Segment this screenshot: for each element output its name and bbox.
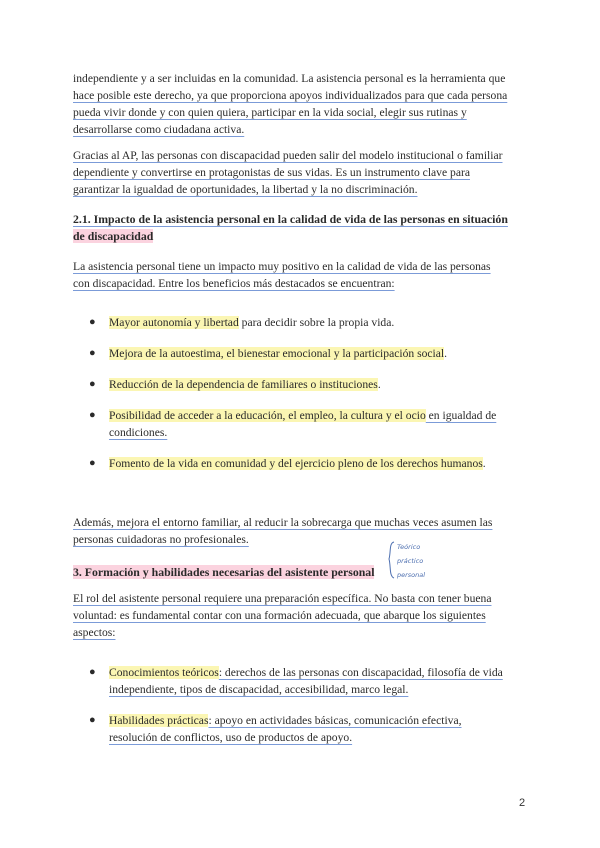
text: : apoyo en actividades básicas, comunicación efectiva, [208, 714, 462, 727]
text: en igualdad de [425, 409, 497, 422]
section-heading-3 [73, 564, 393, 581]
text-line: pueda vivir donde y con quien quiera, participar en la vida social, elegir sus rutinas y [73, 106, 467, 119]
heading-line: de discapacidad [73, 229, 154, 243]
note-line: personal [397, 571, 426, 579]
text-line: garantizar la igualdad de oportunidades, la libertad y la no discriminación. [73, 183, 418, 196]
list-item [73, 376, 523, 393]
highlighted-text: Mejora de la autoestima, el bienestar emocional y la participación social [109, 347, 445, 360]
text-line: voluntad: es fundamental contar con una formación adecuada, que abarque los siguientes [73, 609, 486, 622]
bullet-icon: ● [89, 378, 96, 390]
handwritten-note [384, 540, 444, 580]
text-line: Gracias al AP, las personas con discapacidad pueden salir del modelo institucional o familiar [73, 149, 503, 162]
list-item [73, 712, 523, 746]
text-line: independiente y a ser incluidas en la comunidad. La asistencia personal es la herramienta que [73, 72, 506, 85]
note-line: práctico [397, 557, 424, 565]
text-line: La asistencia personal tiene un impacto muy positivo en la calidad de vida de las personas [73, 260, 491, 273]
bullet-icon: ● [89, 347, 96, 359]
bullet-icon: ● [89, 714, 96, 726]
text: para decidir sobre la propia vida. [238, 316, 395, 329]
paragraph-ap [73, 147, 523, 198]
section-heading-2-1 [73, 211, 523, 245]
paragraph-family [73, 514, 523, 548]
text: resolución de conflictos, uso de productos de apoyo. [109, 731, 353, 744]
heading-line: 2.1. Impacto de la asistencia personal en la calidad de vida de las personas en situación [73, 212, 508, 226]
heading-line: 3. Formación y habilidades necesarias del asistente personal [73, 565, 375, 579]
text-line: aspectos: [73, 626, 116, 639]
text-line: personas cuidadoras no profesionales. [73, 533, 249, 546]
text: . [482, 457, 486, 470]
text-line: dependiente y convertirse en protagonistas de sus vidas. Es un instrumento clave para [73, 166, 470, 179]
list-item [73, 314, 523, 331]
text: . [444, 347, 448, 360]
text-line: El rol del asistente personal requiere una preparación específica. No basta con tener buena [73, 592, 492, 605]
highlighted-text: Reducción de la dependencia de familiares o instituciones [109, 378, 378, 391]
bullet-icon: ● [89, 409, 96, 421]
highlighted-text: Fomento de la vida en comunidad y del ejercicio pleno de los derechos humanos [109, 457, 483, 470]
paragraph-intro [73, 70, 523, 138]
list-item [73, 407, 523, 441]
bullet-icon: ● [89, 666, 96, 678]
skills-list [73, 664, 523, 746]
bullet-icon: ● [89, 457, 96, 469]
highlighted-text: Posibilidad de acceder a la educación, el empleo, la cultura y el ocio [109, 409, 426, 422]
text: . [377, 378, 381, 391]
note-line: Teórico [397, 543, 421, 551]
text-line: hace posible este derecho, ya que proporciona apoyos individualizados para que cada persona [73, 89, 508, 102]
page-number: 2 [519, 797, 526, 809]
text: : derechos de las personas con discapacidad, filosofía de vida [218, 666, 503, 679]
benefits-list [73, 314, 523, 472]
paragraph-impact [73, 258, 523, 292]
list-item [73, 345, 523, 362]
list-item [73, 664, 523, 698]
highlighted-text: Conocimientos teóricos [109, 666, 219, 679]
list-item [73, 455, 523, 472]
text-line: desarrollarse como ciudadana activa. [73, 123, 245, 136]
text-line: Además, mejora el entorno familiar, al reducir la sobrecarga que muchas veces asumen las [73, 516, 493, 529]
text: independiente, tipos de discapacidad, accesibilidad, marco legal. [109, 683, 409, 696]
highlighted-text: Habilidades prácticas [109, 714, 209, 727]
text-line: con discapacidad. Entre los beneficios más destacados se encuentran: [73, 277, 395, 290]
paragraph-training [73, 590, 523, 641]
bullet-icon: ● [89, 316, 96, 328]
highlighted-text: Mayor autonomía y libertad [109, 316, 239, 329]
text: condiciones. [109, 426, 168, 439]
